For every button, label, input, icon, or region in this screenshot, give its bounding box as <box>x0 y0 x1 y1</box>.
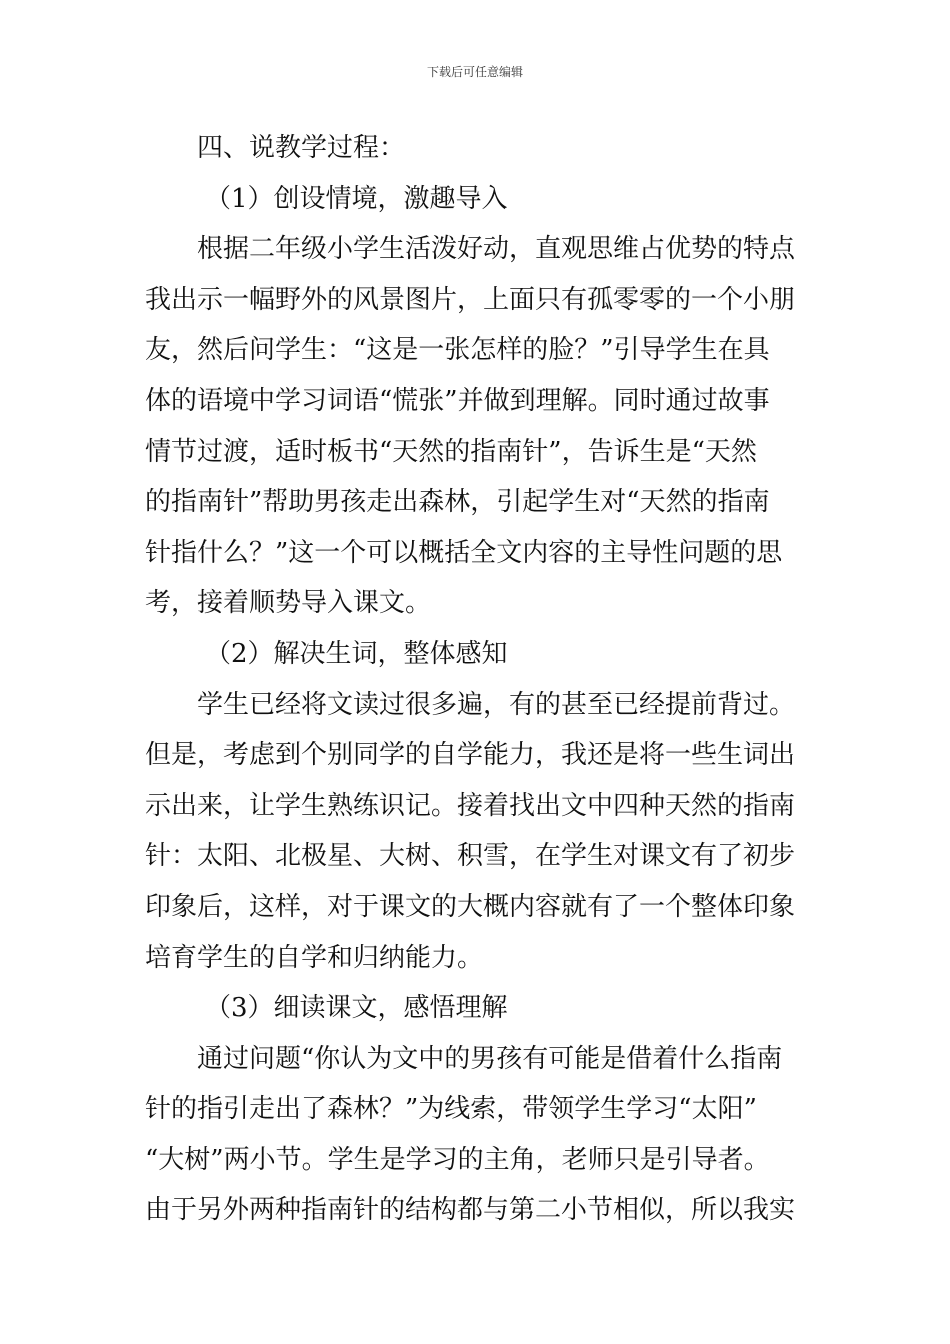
text-line: 我出示一幅野外的风景图片，上面只有孤零零的一个小朋 <box>145 284 796 315</box>
text-line: 的指南针”帮助男孩走出森林，引起学生对“天然的指南 <box>145 487 770 518</box>
text-line: 示出来，让学生熟练识记。接着找出文中四种天然的指南 <box>145 790 796 821</box>
page-header: 下载后可任意编辑 <box>426 65 523 79</box>
text-line: （3）细读课文，感悟理解 <box>205 993 508 1024</box>
text-line: 四、说教学过程： <box>197 133 406 163</box>
text-line: 友，然后问学生：“这是一张怎样的脸？”引导学生在具 <box>145 335 770 366</box>
text-line: 培育学生的自学和归纳能力。 <box>145 942 484 973</box>
text-line: 考，接着顺势导入课文。 <box>145 588 432 619</box>
text-line: 针的指引走出了森林？”为线索，带领学生学习“太阳” <box>145 1094 757 1125</box>
document-body <box>145 123 810 1236</box>
text-line: 针指什么？”这一个可以概括全文内容的主导性问题的思 <box>145 537 783 568</box>
text-line: 由于另外两种指南针的结构都与第二小节相似，所以我实 <box>145 1195 796 1226</box>
text-line: 印象后，这样，对于课文的大概内容就有了一个整体印象 <box>145 891 796 922</box>
text-line: 但是，考虑到个别同学的自学能力，我还是将一些生词出 <box>145 740 796 771</box>
text-line: 根据二年级小学生活泼好动，直观思维占优势的特点 <box>197 234 796 265</box>
text-line: “大树”两小节。学生是学习的主角，老师只是引导者。 <box>145 1144 770 1175</box>
text-line: （2）解决生词，整体感知 <box>205 638 508 669</box>
text-line: 针：太阳、北极星、大树、积雪，在学生对课文有了初步 <box>145 841 796 872</box>
text-line: （1）创设情境，激趣导入 <box>205 183 508 214</box>
text-line: 学生已经将文读过很多遍，有的甚至已经提前背过。 <box>197 689 796 720</box>
text-line: 通过问题“你认为文中的男孩有可能是借着什么指南 <box>197 1043 783 1074</box>
text-line: 情节过渡，适时板书“天然的指南针”，告诉生是“天然 <box>145 436 757 467</box>
text-line: 体的语境中学习词语“慌张”并做到理解。同时通过故事 <box>145 385 770 416</box>
